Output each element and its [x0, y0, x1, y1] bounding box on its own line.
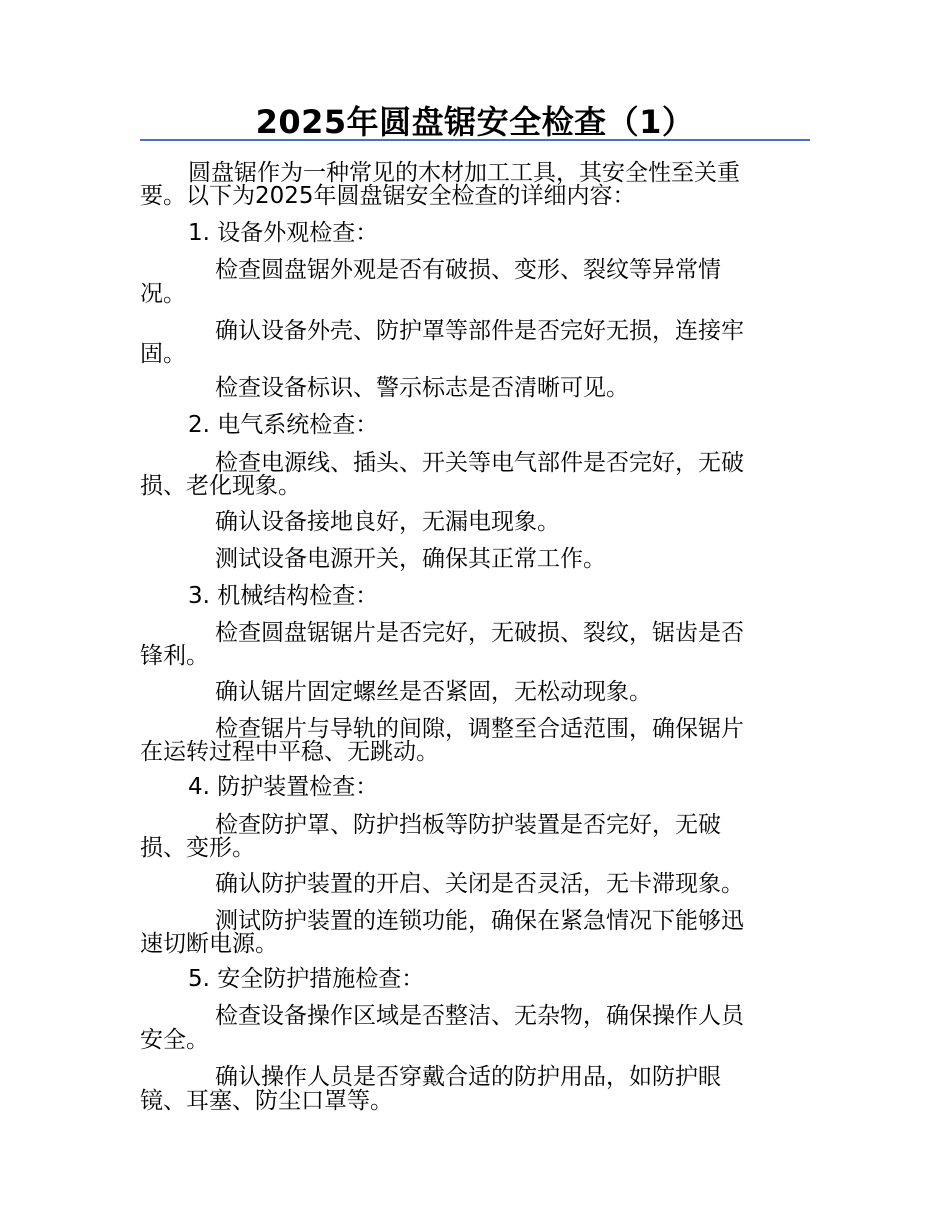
item-line-wrap: 在运转过程中平稳、无跳动。: [140, 739, 439, 765]
item-line-wrap: 损、变形。: [140, 835, 255, 861]
item-line: 确认设备接地良好，无漏电现象。: [215, 509, 560, 535]
item-line: 确认设备外壳、防护罩等部件是否完好无损，连接牢: [215, 318, 744, 344]
item-line: 检查锯片与导轨的间隙，调整至合适范围，确保锯片: [215, 716, 744, 742]
item-line: 检查设备操作区域是否整洁、无杂物，确保操作人员: [215, 1003, 744, 1029]
item-line-wrap: 安全。: [140, 1027, 209, 1053]
item-line: 测试设备电源开关，确保其正常工作。: [215, 546, 606, 572]
document-title: 2025年圆盘锯安全检查（1）: [255, 103, 695, 141]
intro-line-1: 圆盘锯作为一种常见的木材加工工具，其安全性至关重: [188, 160, 740, 186]
item-line-wrap: 损、老化现象。: [140, 473, 301, 499]
section-heading: 1. 设备外观检查：: [188, 220, 379, 246]
title-underline: [140, 139, 810, 141]
item-line-wrap: 镜、耳塞、防尘口罩等。: [140, 1088, 393, 1114]
item-line-wrap: 锋利。: [140, 643, 209, 669]
item-line: 检查圆盘锯锯片是否完好，无破损、裂纹，锯齿是否: [215, 620, 744, 646]
intro-line-2: 要。以下为2025年圆盘锯安全检查的详细内容：: [140, 183, 636, 209]
item-line: 检查圆盘锯外观是否有破损、变形、裂纹等异常情: [215, 257, 721, 283]
section-heading: 3. 机械结构检查：: [188, 583, 379, 609]
item-line-wrap: 况。: [140, 281, 186, 307]
section-heading: 5. 安全防护措施检查：: [188, 966, 425, 992]
item-line: 检查防护罩、防护挡板等防护装置是否完好，无破: [215, 812, 721, 838]
item-line: 检查设备标识、警示标志是否清晰可见。: [215, 375, 629, 401]
section-heading: 4. 防护装置检查：: [188, 774, 379, 800]
item-line: 检查电源线、插头、开关等电气部件是否完好，无破: [215, 450, 744, 476]
item-line: 确认锯片固定螺丝是否紧固，无松动现象。: [215, 679, 652, 705]
item-line: 确认操作人员是否穿戴合适的防护用品，如防护眼: [215, 1064, 721, 1090]
item-line-wrap: 固。: [140, 341, 186, 367]
section-heading: 2. 电气系统检查：: [188, 412, 379, 438]
item-line: 测试防护装置的连锁功能，确保在紧急情况下能够迅: [215, 908, 744, 934]
item-line: 确认防护装置的开启、关闭是否灵活，无卡滞现象。: [215, 871, 744, 897]
item-line-wrap: 速切断电源。: [140, 931, 278, 957]
